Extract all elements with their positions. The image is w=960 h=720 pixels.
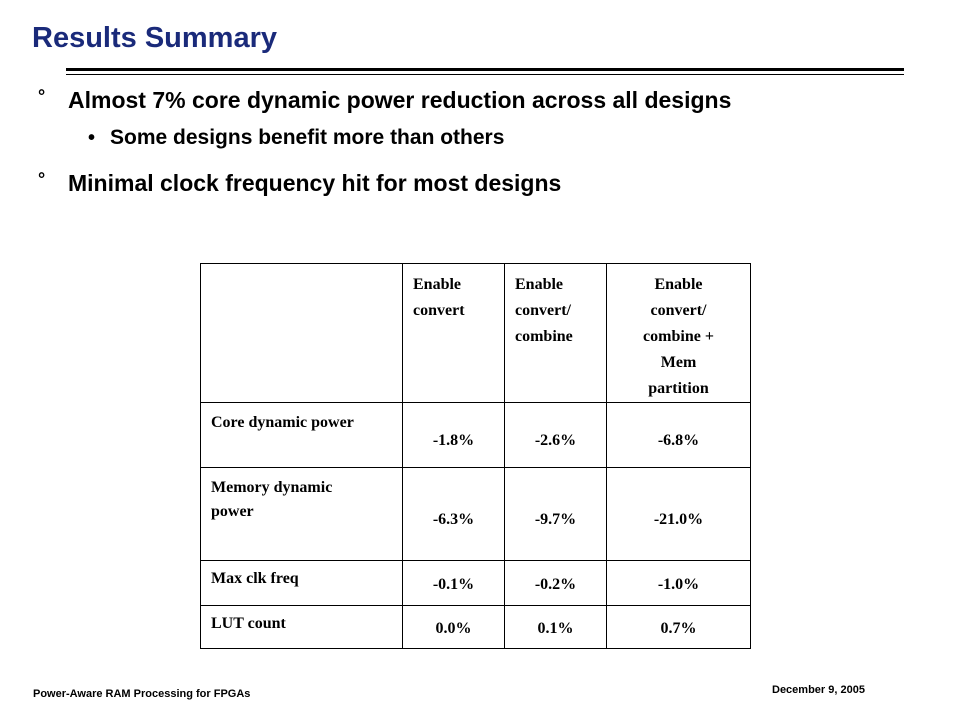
header-line: partition [648, 380, 709, 397]
table-cell: -2.6% [505, 403, 607, 468]
slide-title: Results Summary [32, 22, 277, 54]
header-enable-convert-combine [505, 264, 607, 403]
table-cell: -9.7% [505, 468, 607, 561]
results-table [200, 263, 751, 649]
header-line: Enable [654, 276, 703, 293]
table-cell: 0.7% [607, 606, 751, 649]
header-line: Enable [515, 276, 564, 293]
table-cell: -1.8% [403, 403, 505, 468]
table-cell: 0.0% [403, 606, 505, 649]
table-row [201, 606, 751, 649]
header-line: convert/ [650, 302, 707, 319]
header-line: combine + [643, 328, 714, 345]
row-label: Max clk freq [201, 561, 403, 606]
table-row [201, 403, 751, 468]
table-header-row [201, 264, 751, 403]
row-label: LUT count [201, 606, 403, 649]
bullet-text: Minimal clock frequency hit for most designs [68, 170, 562, 196]
bullet-marker: • [88, 127, 96, 149]
title-rule-thin [66, 74, 904, 75]
title-rule-thick [66, 68, 904, 71]
bullet-text: Some designs benefit more than others [110, 126, 505, 149]
table-cell: -6.8% [607, 403, 751, 468]
row-label: Memory dynamic power [201, 468, 403, 561]
bullet-text: Almost 7% core dynamic power reduction across all designs [68, 87, 732, 113]
header-line: combine [515, 328, 573, 345]
header-enable-convert [403, 264, 505, 403]
bullet-item [38, 87, 731, 114]
table-cell: -6.3% [403, 468, 505, 561]
table-cell: -1.0% [607, 561, 751, 606]
table-row [201, 561, 751, 606]
header-line: Mem [660, 354, 697, 371]
header-line: Enable [413, 276, 462, 293]
bullet-marker: ° [38, 169, 46, 189]
row-label: Core dynamic power [201, 403, 403, 468]
header-line: convert/ [515, 302, 571, 319]
footer-presentation-title: Power-Aware RAM Processing for FPGAs [33, 688, 251, 700]
bullet-marker: ° [38, 86, 46, 106]
header-line: convert [413, 302, 465, 319]
table-row [201, 468, 751, 561]
footer-date: December 9, 2005 [772, 684, 865, 696]
header-enable-convert-combine-mem-partition [607, 264, 751, 403]
table-cell: -0.2% [505, 561, 607, 606]
sub-bullet-item [88, 126, 504, 150]
table-cell: -0.1% [403, 561, 505, 606]
bullet-item [38, 170, 561, 197]
table-cell: 0.1% [505, 606, 607, 649]
header-empty-cell [201, 264, 403, 403]
table-cell: -21.0% [607, 468, 751, 561]
